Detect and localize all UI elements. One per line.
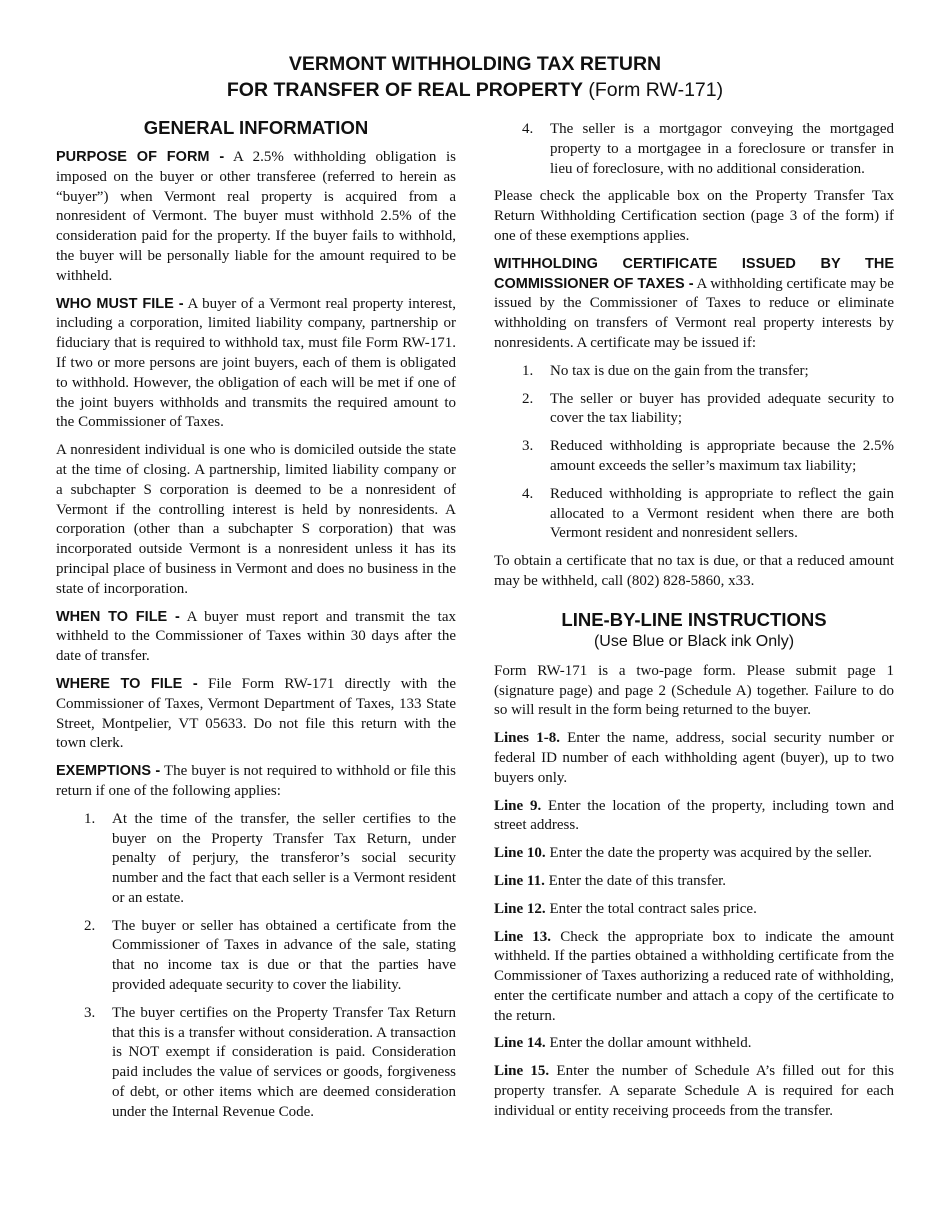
list-item	[494, 120, 894, 179]
list-item-text: The buyer or seller has obtained a certificate from the Commissioner of Taxes in advance of the sale, stating that no income tax is due or that the parties have provided adequate security to cover the liability.	[112, 917, 456, 994]
line-text: Enter the number of Schedule A’s filled out for this property transfer. A separate Schedule A is required for each individual or entity receiving proceeds from the transfer.	[494, 1063, 894, 1119]
when-to-file-text: A buyer must report and transmit the tax withheld to the Commissioner of Taxes within 30 days after the date of transfer.	[56, 608, 456, 665]
line-text: Enter the location of the property, including town and street address.	[494, 797, 895, 834]
who-must-file-paragraph	[56, 295, 456, 434]
where-to-file-paragraph	[56, 675, 456, 754]
where-to-file-label: WHERE TO FILE -	[56, 675, 198, 692]
certificate-text: A withholding certificate may be issued by the Commissioner of Taxes to reduce or eliminate withholding on transfers of Vermont real property interests by nonresidents. A certificate may be issued if:	[494, 275, 894, 351]
list-item	[56, 810, 456, 909]
instructions-heading: LINE-BY-LINE INSTRUCTIONS	[561, 608, 827, 630]
line-instruction	[494, 928, 894, 1027]
when-to-file-paragraph	[56, 608, 456, 667]
who-must-file-label: WHO MUST FILE -	[56, 295, 184, 312]
list-item-number: 3.	[84, 1004, 96, 1021]
line-label: Line 14.	[494, 1035, 546, 1052]
form-number: (Form RW-171)	[588, 79, 724, 101]
who-must-file-text: A buyer of a Vermont real property interest, including a corporation, limited liability company, partnership or fiduciary that is required to withhold tax, must file Form RW-171. If two or more persons are joint buyers, each of them is obligated to withhold. However, the obligation of each will be met if one of the joint buyers withholds and transmits the required amount to the Commissioner of Taxes.	[56, 295, 456, 431]
general-info-heading: GENERAL INFORMATION	[143, 117, 369, 138]
list-item-text: At the time of the transfer, the seller certifies to the buyer on the Property Transfer Tax Return, under penalty of perjury, the transferor’s social security number and the fact that each seller is a Vermont resident or an estate.	[112, 810, 456, 906]
exemptions-list-continued	[494, 120, 894, 179]
document-title	[0, 51, 950, 103]
line-label: Line 9.	[494, 797, 542, 814]
line-instruction	[494, 797, 894, 837]
list-item-number: 3.	[522, 438, 534, 455]
list-item-text: The buyer certifies on the Property Transfer Tax Return that this is a transfer without consideration. A transaction is NOT exempt if consideration is paid. Consideration paid includes the value of services or goods, forgiveness of debt, or other items which are deemed consideration under the Internal Revenue Code.	[112, 1004, 456, 1120]
list-item	[494, 390, 894, 430]
line-text: Enter the total contract sales price.	[549, 900, 757, 917]
exemptions-label: EXEMPTIONS -	[56, 763, 161, 780]
list-item	[494, 485, 894, 544]
line-label: Line 11.	[494, 872, 545, 889]
obtain-certificate-paragraph: To obtain a certificate that no tax is due, or that a reduced amount may be withheld, call (802) 828-5860, x33.	[494, 553, 894, 589]
exemptions-text: The buyer is not required to withhold or file this return if one of the following applies:	[56, 763, 457, 799]
line-instruction	[494, 844, 894, 864]
exemption-check-paragraph: Please check the applicable box on the Property Transfer Tax Return Withholding Certification section (page 3 of the form) if one of these exemptions applies.	[494, 188, 894, 244]
line-instruction	[494, 1034, 894, 1054]
line-label: Line 15.	[494, 1063, 550, 1080]
list-item-number: 2.	[84, 917, 96, 934]
where-to-file-text: File Form RW-171 directly with the Commissioner of Taxes, Vermont Department of Taxes, 133 State Street, Montpelier, VT 05633. Do not file this return with the town clerk.	[56, 675, 457, 752]
list-item-number: 1.	[84, 810, 96, 827]
purpose-text: A 2.5% withholding obligation is imposed on the buyer or other transferee (referred to herein as “buyer”) when Vermont real property is acquired from a nonresident of Vermont. The buyer must withhold 2.5% of the consideration paid for the property. If the buyer fails to withhold, the buyer will be personally liable for the amount required to be withheld.	[56, 149, 456, 284]
line-label: Line 12.	[494, 900, 546, 917]
exemptions-list	[56, 810, 456, 1123]
list-item	[494, 362, 894, 382]
list-item-text: Reduced withholding is appropriate to reflect the gain allocated to a Vermont resident when there are both Vermont resident and nonresident sellers.	[550, 485, 894, 542]
line-instruction	[494, 872, 894, 892]
line-text: Enter the date of this transfer.	[548, 872, 727, 889]
line-text: Enter the name, address, social security number or federal ID number of each withholding agent (buyer), up to two buyers only.	[494, 730, 895, 786]
line-text: Enter the dollar amount withheld.	[549, 1035, 752, 1052]
list-item-number: 2.	[522, 390, 534, 407]
right-column	[494, 120, 894, 1130]
line-label: Line 10.	[494, 845, 546, 862]
list-item-text: The seller or buyer has provided adequate security to cover the tax liability;	[550, 390, 894, 427]
list-item	[56, 1004, 456, 1123]
instructions-intro: Form RW-171 is a two-page form. Please submit page 1 (signature page) and page 2 (Schedule A) together. Failure to do so will result in the form being returned to the buyer.	[494, 662, 894, 719]
list-item	[56, 917, 456, 996]
list-item-number: 4.	[522, 485, 534, 502]
list-item-number: 4.	[522, 121, 534, 137]
line-instruction	[494, 900, 894, 920]
line-text: Check the appropriate box to indicate the amount withheld. If the parties obtained a withholding certificate from the Commissioner of Taxes authorizing a reduced rate of withholding, enter the certificate number and attach a copy of the certificate to the return.	[494, 928, 895, 1024]
title-line-2: FOR TRANSFER OF REAL PROPERTY	[226, 79, 583, 101]
line-instruction	[494, 729, 894, 788]
list-item-text: No tax is due on the gain from the transfer;	[550, 362, 809, 379]
certificate-label: WITHHOLDING CERTIFICATE ISSUED BY THE COMMISSIONER OF TAXES -	[494, 255, 894, 292]
nonresident-paragraph: A nonresident individual is one who is domiciled outside the state at the time of closing. A partnership, limited liability company or a subchapter S corporation is deemed to be a nonresident of Vermont if the controlling interest is held by nonresidents. A corporation (other than a subchapter S corporation) that was incorporated outside Vermont is a nonresident unless it has its principal place of business in Vermont and does no business in the state of incorporation.	[56, 442, 456, 597]
purpose-label: PURPOSE OF FORM -	[56, 149, 225, 165]
list-item	[494, 437, 894, 477]
exemptions-paragraph	[56, 762, 456, 802]
line-label: Lines 1-8.	[494, 730, 560, 747]
certificate-list	[494, 362, 894, 544]
purpose-paragraph	[56, 148, 456, 287]
instructions-subheading: (Use Blue or Black ink Only)	[593, 632, 795, 650]
line-instruction	[494, 1062, 894, 1121]
list-item-number: 1.	[522, 362, 534, 379]
list-item-text: Reduced withholding is appropriate because the 2.5% amount exceeds the seller’s maximum tax liability;	[550, 438, 894, 474]
title-line-1: VERMONT WITHHOLDING TAX RETURN	[288, 53, 662, 75]
left-column	[56, 116, 456, 1131]
line-text: Enter the date the property was acquired by the seller.	[549, 845, 872, 862]
when-to-file-label: WHEN TO FILE -	[56, 608, 180, 625]
list-item-text: The seller is a mortgagor conveying the mortgaged property to a mortgagee in a foreclosure or transfer in lieu of foreclosure, with no additional consideration.	[550, 121, 894, 177]
certificate-paragraph	[494, 255, 894, 354]
line-label: Line 13.	[494, 928, 552, 945]
